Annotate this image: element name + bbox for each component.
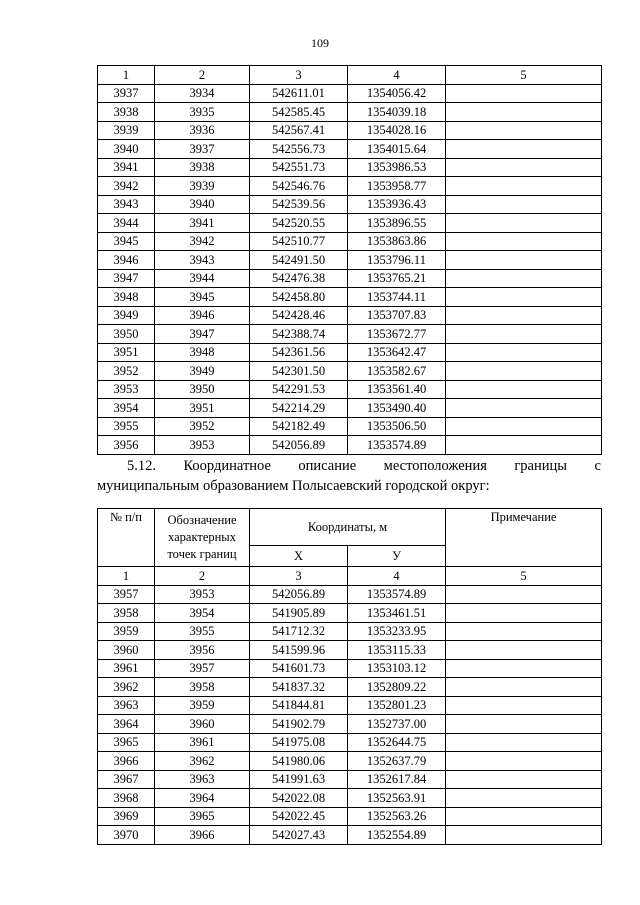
coordinate-x: 542491.50 bbox=[250, 251, 348, 270]
table-row bbox=[98, 195, 602, 214]
coordinate-x: 542027.43 bbox=[250, 826, 348, 845]
table-row bbox=[98, 140, 602, 159]
coordinate-y: 1352563.91 bbox=[348, 789, 446, 808]
note bbox=[446, 770, 602, 789]
row-number: 3954 bbox=[98, 399, 155, 418]
table-row bbox=[98, 306, 602, 325]
table-row bbox=[98, 269, 602, 288]
coordinate-y: 1353707.83 bbox=[348, 306, 446, 325]
coordinate-x: 542056.89 bbox=[250, 585, 348, 604]
column-number: 2 bbox=[155, 567, 250, 586]
coordinate-x: 542585.45 bbox=[250, 103, 348, 122]
table-row bbox=[98, 158, 602, 177]
coordinate-y: 1352801.23 bbox=[348, 696, 446, 715]
row-number: 3968 bbox=[98, 789, 155, 808]
row-number: 3966 bbox=[98, 752, 155, 771]
coordinate-x: 542539.56 bbox=[250, 195, 348, 214]
coordinate-x: 541902.79 bbox=[250, 715, 348, 734]
note bbox=[446, 678, 602, 697]
coordinate-y: 1353936.43 bbox=[348, 195, 446, 214]
table-row bbox=[98, 214, 602, 233]
row-number: 3962 bbox=[98, 678, 155, 697]
row-number: 3941 bbox=[98, 158, 155, 177]
table-row bbox=[98, 789, 602, 808]
table-row bbox=[98, 604, 602, 623]
column-number: 5 bbox=[446, 567, 602, 586]
note bbox=[446, 585, 602, 604]
table-row bbox=[98, 251, 602, 270]
coordinate-y: 1354039.18 bbox=[348, 103, 446, 122]
table-row bbox=[98, 436, 602, 455]
column-number: 4 bbox=[348, 66, 446, 85]
coordinate-x: 542510.77 bbox=[250, 232, 348, 251]
coordinate-x: 542182.49 bbox=[250, 417, 348, 436]
row-number: 3944 bbox=[98, 214, 155, 233]
coordinate-x: 542546.76 bbox=[250, 177, 348, 196]
note bbox=[446, 121, 602, 140]
point-designation: 3956 bbox=[155, 641, 250, 660]
column-number: 5 bbox=[446, 66, 602, 85]
point-designation: 3954 bbox=[155, 604, 250, 623]
coordinate-y: 1352554.89 bbox=[348, 826, 446, 845]
coordinate-y: 1353506.50 bbox=[348, 417, 446, 436]
paragraph-word: местоположения bbox=[383, 458, 487, 474]
column-header-y: У bbox=[348, 546, 446, 567]
row-number: 3942 bbox=[98, 177, 155, 196]
coordinate-x: 542556.73 bbox=[250, 140, 348, 159]
note bbox=[446, 715, 602, 734]
column-number-row bbox=[98, 66, 602, 85]
point-designation: 3944 bbox=[155, 269, 250, 288]
column-number: 3 bbox=[250, 567, 348, 586]
table-row bbox=[98, 288, 602, 307]
row-number: 3964 bbox=[98, 715, 155, 734]
note bbox=[446, 84, 602, 103]
coordinate-y: 1353233.95 bbox=[348, 622, 446, 641]
point-designation: 3947 bbox=[155, 325, 250, 344]
point-designation: 3952 bbox=[155, 417, 250, 436]
point-designation: 3962 bbox=[155, 752, 250, 771]
row-number: 3970 bbox=[98, 826, 155, 845]
coordinate-x: 542611.01 bbox=[250, 84, 348, 103]
row-number: 3945 bbox=[98, 232, 155, 251]
note bbox=[446, 807, 602, 826]
row-number: 3967 bbox=[98, 770, 155, 789]
coordinates-table-1 bbox=[97, 65, 602, 455]
note bbox=[446, 604, 602, 623]
coordinate-y: 1353986.53 bbox=[348, 158, 446, 177]
coordinate-y: 1353461.51 bbox=[348, 604, 446, 623]
note bbox=[446, 752, 602, 771]
coordinate-x: 542291.53 bbox=[250, 380, 348, 399]
note bbox=[446, 789, 602, 808]
point-designation: 3948 bbox=[155, 343, 250, 362]
note bbox=[446, 399, 602, 418]
paragraph-line-2: муниципальным образованием Полысаевский городской округ: bbox=[97, 478, 490, 494]
point-designation: 3953 bbox=[155, 436, 250, 455]
table-1-body bbox=[98, 84, 602, 454]
note bbox=[446, 659, 602, 678]
coordinate-y: 1353561.40 bbox=[348, 380, 446, 399]
paragraph-word: 5.12. bbox=[127, 458, 156, 474]
table-row bbox=[98, 659, 602, 678]
section-paragraph bbox=[97, 456, 601, 496]
coordinate-x: 542022.08 bbox=[250, 789, 348, 808]
coordinates-table-2 bbox=[97, 508, 602, 845]
coordinate-x: 542301.50 bbox=[250, 362, 348, 381]
row-number: 3955 bbox=[98, 417, 155, 436]
row-number: 3946 bbox=[98, 251, 155, 270]
note bbox=[446, 826, 602, 845]
coordinate-y: 1352809.22 bbox=[348, 678, 446, 697]
row-number: 3943 bbox=[98, 195, 155, 214]
point-designation: 3961 bbox=[155, 733, 250, 752]
coordinate-x: 541599.96 bbox=[250, 641, 348, 660]
point-designation: 3950 bbox=[155, 380, 250, 399]
coordinate-x: 541601.73 bbox=[250, 659, 348, 678]
note bbox=[446, 140, 602, 159]
note bbox=[446, 641, 602, 660]
column-number: 3 bbox=[250, 66, 348, 85]
point-designation: 3934 bbox=[155, 84, 250, 103]
table-2-body bbox=[98, 585, 602, 844]
coordinate-y: 1352737.00 bbox=[348, 715, 446, 734]
note bbox=[446, 251, 602, 270]
coordinate-x: 541991.63 bbox=[250, 770, 348, 789]
column-number-row bbox=[98, 567, 602, 586]
coordinate-x: 541837.32 bbox=[250, 678, 348, 697]
coordinate-x: 542520.55 bbox=[250, 214, 348, 233]
row-number: 3951 bbox=[98, 343, 155, 362]
coordinate-x: 542458.80 bbox=[250, 288, 348, 307]
coordinate-y: 1353863.86 bbox=[348, 232, 446, 251]
table-row bbox=[98, 103, 602, 122]
table-row bbox=[98, 770, 602, 789]
table-row bbox=[98, 343, 602, 362]
point-designation: 3964 bbox=[155, 789, 250, 808]
point-designation: 3937 bbox=[155, 140, 250, 159]
table-row bbox=[98, 177, 602, 196]
table-row bbox=[98, 121, 602, 140]
point-designation: 3959 bbox=[155, 696, 250, 715]
coordinate-y: 1353958.77 bbox=[348, 177, 446, 196]
coordinate-x: 542022.45 bbox=[250, 807, 348, 826]
row-number: 3965 bbox=[98, 733, 155, 752]
table-row bbox=[98, 641, 602, 660]
note bbox=[446, 380, 602, 399]
coordinate-x: 542551.73 bbox=[250, 158, 348, 177]
point-designation: 3966 bbox=[155, 826, 250, 845]
coordinate-x: 542476.38 bbox=[250, 269, 348, 288]
point-designation: 3936 bbox=[155, 121, 250, 140]
row-number: 3949 bbox=[98, 306, 155, 325]
point-designation: 3949 bbox=[155, 362, 250, 381]
column-number: 2 bbox=[155, 66, 250, 85]
table-row bbox=[98, 733, 602, 752]
row-number: 3958 bbox=[98, 604, 155, 623]
note bbox=[446, 288, 602, 307]
note bbox=[446, 343, 602, 362]
point-designation: 3965 bbox=[155, 807, 250, 826]
note bbox=[446, 696, 602, 715]
note bbox=[446, 195, 602, 214]
coordinate-x: 542428.46 bbox=[250, 306, 348, 325]
table-row bbox=[98, 696, 602, 715]
coordinate-x: 542361.56 bbox=[250, 343, 348, 362]
coordinate-x: 541905.89 bbox=[250, 604, 348, 623]
note bbox=[446, 362, 602, 381]
row-number: 3953 bbox=[98, 380, 155, 399]
table-row bbox=[98, 715, 602, 734]
table-row bbox=[98, 752, 602, 771]
column-header-designation: Обозначение характерных точек границ bbox=[155, 509, 250, 567]
row-number: 3969 bbox=[98, 807, 155, 826]
coordinate-y: 1353574.89 bbox=[348, 585, 446, 604]
coordinate-x: 542567.41 bbox=[250, 121, 348, 140]
point-designation: 3953 bbox=[155, 585, 250, 604]
coordinate-y: 1352637.79 bbox=[348, 752, 446, 771]
column-number: 4 bbox=[348, 567, 446, 586]
note bbox=[446, 733, 602, 752]
point-designation: 3940 bbox=[155, 195, 250, 214]
coordinate-x: 541844.81 bbox=[250, 696, 348, 715]
point-designation: 3938 bbox=[155, 158, 250, 177]
coordinate-y: 1353103.12 bbox=[348, 659, 446, 678]
note bbox=[446, 325, 602, 344]
row-number: 3963 bbox=[98, 696, 155, 715]
paragraph-word: описание bbox=[298, 458, 357, 474]
row-number: 3959 bbox=[98, 622, 155, 641]
note bbox=[446, 417, 602, 436]
point-designation: 3955 bbox=[155, 622, 250, 641]
table-row bbox=[98, 325, 602, 344]
coordinate-y: 1352644.75 bbox=[348, 733, 446, 752]
row-number: 3952 bbox=[98, 362, 155, 381]
coordinate-y: 1353582.67 bbox=[348, 362, 446, 381]
column-header-note: Примечание bbox=[446, 509, 602, 567]
table-row bbox=[98, 678, 602, 697]
point-designation: 3945 bbox=[155, 288, 250, 307]
table-row bbox=[98, 84, 602, 103]
coordinate-x: 541975.08 bbox=[250, 733, 348, 752]
coordinate-y: 1354028.16 bbox=[348, 121, 446, 140]
table-row bbox=[98, 380, 602, 399]
row-number: 3947 bbox=[98, 269, 155, 288]
paragraph-line-1 bbox=[97, 456, 601, 476]
table-row bbox=[98, 362, 602, 381]
row-number: 3960 bbox=[98, 641, 155, 660]
coordinate-y: 1353115.33 bbox=[348, 641, 446, 660]
coordinate-y: 1353642.47 bbox=[348, 343, 446, 362]
coordinate-x: 541980.06 bbox=[250, 752, 348, 771]
column-number: 1 bbox=[98, 66, 155, 85]
row-number: 3937 bbox=[98, 84, 155, 103]
point-designation: 3935 bbox=[155, 103, 250, 122]
note bbox=[446, 177, 602, 196]
coordinate-y: 1353672.77 bbox=[348, 325, 446, 344]
column-header-x: X bbox=[250, 546, 348, 567]
point-designation: 3939 bbox=[155, 177, 250, 196]
row-number: 3950 bbox=[98, 325, 155, 344]
column-header-coordinates: Координаты, м bbox=[250, 509, 446, 546]
note bbox=[446, 306, 602, 325]
column-header-number: № п/п bbox=[98, 509, 155, 567]
row-number: 3938 bbox=[98, 103, 155, 122]
coordinate-y: 1353744.11 bbox=[348, 288, 446, 307]
coordinate-y: 1353490.40 bbox=[348, 399, 446, 418]
paragraph-word: Координатное bbox=[183, 458, 271, 474]
point-designation: 3957 bbox=[155, 659, 250, 678]
note bbox=[446, 103, 602, 122]
row-number: 3961 bbox=[98, 659, 155, 678]
coordinate-y: 1353796.11 bbox=[348, 251, 446, 270]
table-row bbox=[98, 807, 602, 826]
note bbox=[446, 214, 602, 233]
column-number: 1 bbox=[98, 567, 155, 586]
point-designation: 3941 bbox=[155, 214, 250, 233]
coordinate-x: 542056.89 bbox=[250, 436, 348, 455]
coordinate-y: 1353896.55 bbox=[348, 214, 446, 233]
coordinate-y: 1353574.89 bbox=[348, 436, 446, 455]
table-row bbox=[98, 585, 602, 604]
coordinate-y: 1352563.26 bbox=[348, 807, 446, 826]
note bbox=[446, 622, 602, 641]
row-number: 3956 bbox=[98, 436, 155, 455]
note bbox=[446, 269, 602, 288]
table-row bbox=[98, 826, 602, 845]
table-row bbox=[98, 232, 602, 251]
coordinate-y: 1354015.64 bbox=[348, 140, 446, 159]
row-number: 3940 bbox=[98, 140, 155, 159]
row-number: 3957 bbox=[98, 585, 155, 604]
point-designation: 3960 bbox=[155, 715, 250, 734]
note bbox=[446, 158, 602, 177]
point-designation: 3943 bbox=[155, 251, 250, 270]
paragraph-word: границы bbox=[514, 458, 568, 474]
point-designation: 3958 bbox=[155, 678, 250, 697]
coordinate-y: 1353765.21 bbox=[348, 269, 446, 288]
coordinate-x: 542214.29 bbox=[250, 399, 348, 418]
page-number: 109 bbox=[311, 36, 329, 50]
coordinate-x: 542388.74 bbox=[250, 325, 348, 344]
note bbox=[446, 232, 602, 251]
coordinate-y: 1354056.42 bbox=[348, 84, 446, 103]
table-row bbox=[98, 417, 602, 436]
table-row bbox=[98, 622, 602, 641]
note bbox=[446, 436, 602, 455]
table-row bbox=[98, 399, 602, 418]
coordinate-y: 1352617.84 bbox=[348, 770, 446, 789]
row-number: 3939 bbox=[98, 121, 155, 140]
point-designation: 3946 bbox=[155, 306, 250, 325]
paragraph-word: с bbox=[594, 458, 601, 474]
point-designation: 3963 bbox=[155, 770, 250, 789]
point-designation: 3942 bbox=[155, 232, 250, 251]
row-number: 3948 bbox=[98, 288, 155, 307]
header-row bbox=[98, 509, 602, 546]
coordinate-x: 541712.32 bbox=[250, 622, 348, 641]
point-designation: 3951 bbox=[155, 399, 250, 418]
